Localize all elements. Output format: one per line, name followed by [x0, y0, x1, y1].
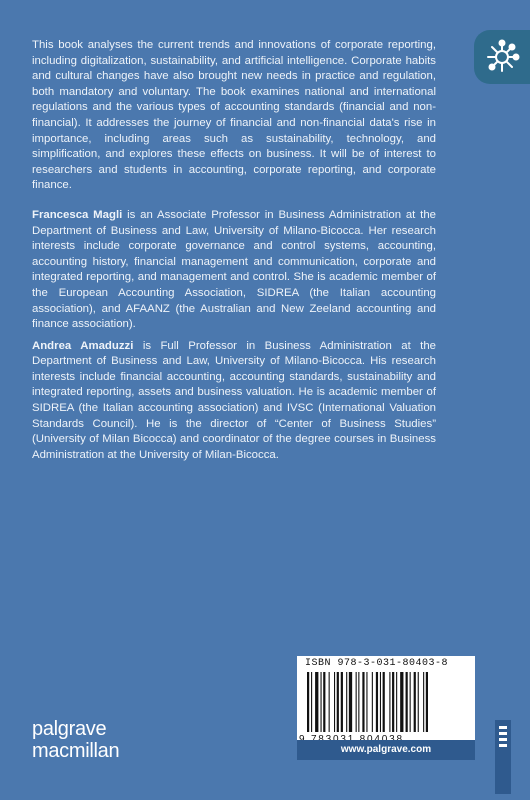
author-bio-1: [32, 208, 436, 333]
publisher-url[interactable]: www.palgrave.com: [297, 740, 475, 760]
publisher-logo-line2: macmillan: [32, 740, 120, 762]
author-name: Andrea Amaduzzi: [32, 339, 134, 352]
publisher-logo: [32, 718, 119, 762]
springer-network-icon: [484, 39, 520, 75]
bookmark-icon: [491, 720, 515, 794]
series-badge: [474, 30, 530, 84]
author-name: Francesca Magli: [32, 208, 123, 221]
author-bio-text: is an Associate Professor in Business Administration at the Department of Business and Law, University of Milano-Bicocca. Her research interests include corporate governance and control systems, accounting, accounting history, financial management and communication, corporate and integrated reporting, and management and control. She is academic member of the European Accounting Association, SIDREA (the Italian accounting association), and AFAANZ (the Australian and New Zeeland accounting and finance association).: [32, 208, 436, 331]
author-bio-text: is Full Professor in Business Administration at the Department of Business and Law, University of Milano-Bicocca. His research interests include financial accounting, accounting standards, sustainability and integrated reporting, assets and business valuation. He is academic member of SIDREA (the Italian accounting association) and IVSC (International Valuation Standards Council). He is the director of “Center of Business Studies” (University of Milan Bicocca) and coordinator of the degree courses in Business Administration at the University of Milan-Bicocca.: [32, 339, 436, 461]
book-description: This book analyses the current trends and innovations of corporate reporting, including digitalization, sustainability, and artificial intelligence. Corporate habits and cultural changes have also brought new needs in practice and regulation, both mandatory and voluntary. The book examines national and international regulations and the various types of accounting standards (financial and non-financial). It addresses the journey of financial and non-financial data's rise in importance, including areas such as sustainability, technology, and simplification, and explores these effects on business. It will be of interest to researchers and students in accounting, corporate reporting, and corporate finance.: [32, 39, 436, 192]
author-bio-2: [32, 339, 436, 464]
back-cover-text: [32, 38, 436, 477]
barcode-icon: [307, 672, 465, 732]
isbn-label: ISBN 978-3-031-80403-8: [305, 658, 449, 669]
publisher-logo-line1: palgrave: [32, 718, 107, 740]
